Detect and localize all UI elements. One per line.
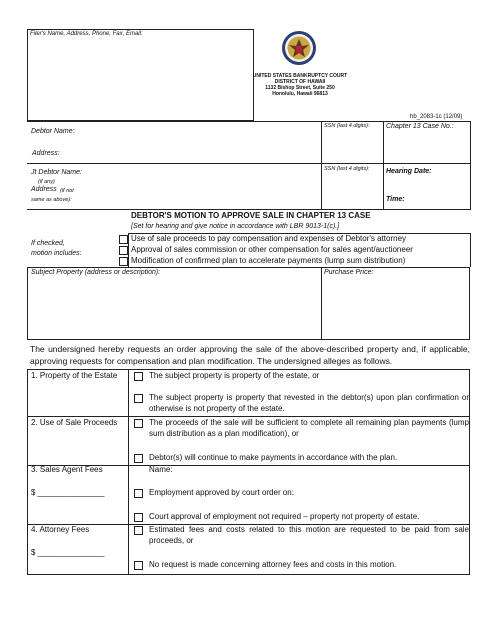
purchase-price-label: Purchase Price: xyxy=(324,269,374,276)
option-attorney-compensation-label: Use of sale proceeds to pay compensation and expenses of Debtor's attorney xyxy=(131,234,407,243)
motion-includes-label: motion includes: xyxy=(31,250,82,257)
divider xyxy=(470,233,471,267)
s2-continue-payments-checkbox[interactable] xyxy=(134,454,143,463)
s2-lump-sum-text: The proceeds of the sale will be sufficient to complete all remaining plan payments (lump sum distribution as a plan modification), or xyxy=(149,418,469,438)
divider xyxy=(27,121,470,122)
intro-paragraph: The undersigned hereby requests an order approving the sale of the above-described property and, if applicable, approving requests for compensation and plan modification. The undersigned alleges as follows. xyxy=(30,344,470,366)
debtor-ssn-label: SSN (last 4 digits): xyxy=(324,123,370,129)
s3-agent-name-label: Name: xyxy=(149,465,173,474)
if-checked-label: If checked, xyxy=(31,240,65,247)
option-plan-modification-checkbox[interactable] xyxy=(119,257,128,266)
s3-court-order-text: Employment approved by court order on: xyxy=(149,488,294,497)
s4-no-request-text: No request is made concerning attorney fees and costs in this motion. xyxy=(149,560,397,569)
court-district: DISTRICT OF HAWAII xyxy=(274,79,326,85)
debtor-name-label: Debtor Name: xyxy=(31,128,75,135)
option-sales-commission-label: Approval of sales commission or other compensation for sales agent/auctioneer xyxy=(131,245,413,254)
option-attorney-compensation-checkbox[interactable] xyxy=(119,235,128,244)
divider xyxy=(27,416,470,417)
s1-estate-text: The subject property is property of the estate, or xyxy=(149,371,320,380)
divider xyxy=(321,121,322,210)
s4-fees-requested-text: Estimated fees and costs related to this motion are requested to be paid from sale proceeds, or xyxy=(149,525,469,545)
divider xyxy=(27,163,470,164)
jt-debtor-same: same as above): xyxy=(31,197,72,203)
court-seal xyxy=(281,30,317,66)
form-id: hb_2083-1c (12/09) xyxy=(410,114,463,120)
s1-revested-checkbox[interactable] xyxy=(134,394,143,403)
section-1-label: 1. Property of the Estate xyxy=(31,371,118,380)
divider xyxy=(321,267,322,340)
divider xyxy=(27,209,470,210)
divider xyxy=(383,121,384,210)
section-2-label: 2. Use of Sale Proceeds xyxy=(31,418,118,427)
jt-debtor-ssn-label: SSN (last 4 digits): xyxy=(324,166,370,172)
motion-subtitle: [Set for hearing and give notice in accordance with LBR 9013-1(c).] xyxy=(131,223,340,230)
filer-box[interactable] xyxy=(27,29,254,121)
divider xyxy=(128,233,129,267)
s1-estate-checkbox[interactable] xyxy=(134,372,143,381)
court-name: UNITED STATES BANKRUPTCY COURT xyxy=(252,73,348,79)
case-number-label: Chapter 13 Case No.: xyxy=(386,123,454,130)
motion-title: DEBTOR'S MOTION TO APPROVE SALE IN CHAPTER 13 CASE xyxy=(131,211,371,220)
s3-not-required-checkbox[interactable] xyxy=(134,513,143,522)
court-street: 1132 Bishop Street, Suite 250 xyxy=(265,85,335,91)
subject-property-box[interactable] xyxy=(27,267,470,340)
s4-no-request-checkbox[interactable] xyxy=(134,561,143,570)
filer-label: Filer's Name, Address, Phone, Fax, Email: xyxy=(30,31,143,37)
divider xyxy=(470,121,471,210)
s4-attorney-fee-amount[interactable]: $ _______________ xyxy=(31,548,105,557)
hearing-date-label: Hearing Date: xyxy=(386,168,432,175)
divider xyxy=(128,369,129,575)
s2-lump-sum-checkbox[interactable] xyxy=(134,419,143,428)
option-sales-commission-checkbox[interactable] xyxy=(119,246,128,255)
section-3-label: 3. Sales Agent Fees xyxy=(31,465,103,474)
s3-court-order-checkbox[interactable] xyxy=(134,489,143,498)
s3-agent-fee-amount[interactable]: $ _______________ xyxy=(31,488,105,497)
s4-fees-requested-checkbox[interactable] xyxy=(134,526,143,535)
subject-property-label: Subject Property (address or description): xyxy=(31,269,161,276)
jt-debtor-address-label: Address xyxy=(31,186,57,193)
court-city: Honolulu, Hawaii 96813 xyxy=(272,91,328,97)
jt-debtor-if-not: (if not xyxy=(60,188,74,194)
s3-not-required-text: Court approval of employment not required – property not property of estate. xyxy=(149,512,420,521)
debtor-address-label: Address: xyxy=(32,150,60,157)
jt-debtor-name-label: Jt Debtor Name: xyxy=(31,169,82,176)
jt-debtor-if-any: (if any) xyxy=(38,179,55,185)
option-plan-modification-label: Modification of confirmed plan to accelerate payments (lump sum distribution) xyxy=(131,256,406,265)
hearing-time-label: Time: xyxy=(386,196,405,203)
section-4-label: 4. Attorney Fees xyxy=(31,525,90,534)
s2-continue-payments-text: Debtor(s) will continue to make payments in accordance with the plan. xyxy=(149,453,398,462)
s1-revested-text: The subject property is property that revested in the debtor(s) upon plan confirmation or otherwise is not property of the estate. xyxy=(149,393,469,413)
